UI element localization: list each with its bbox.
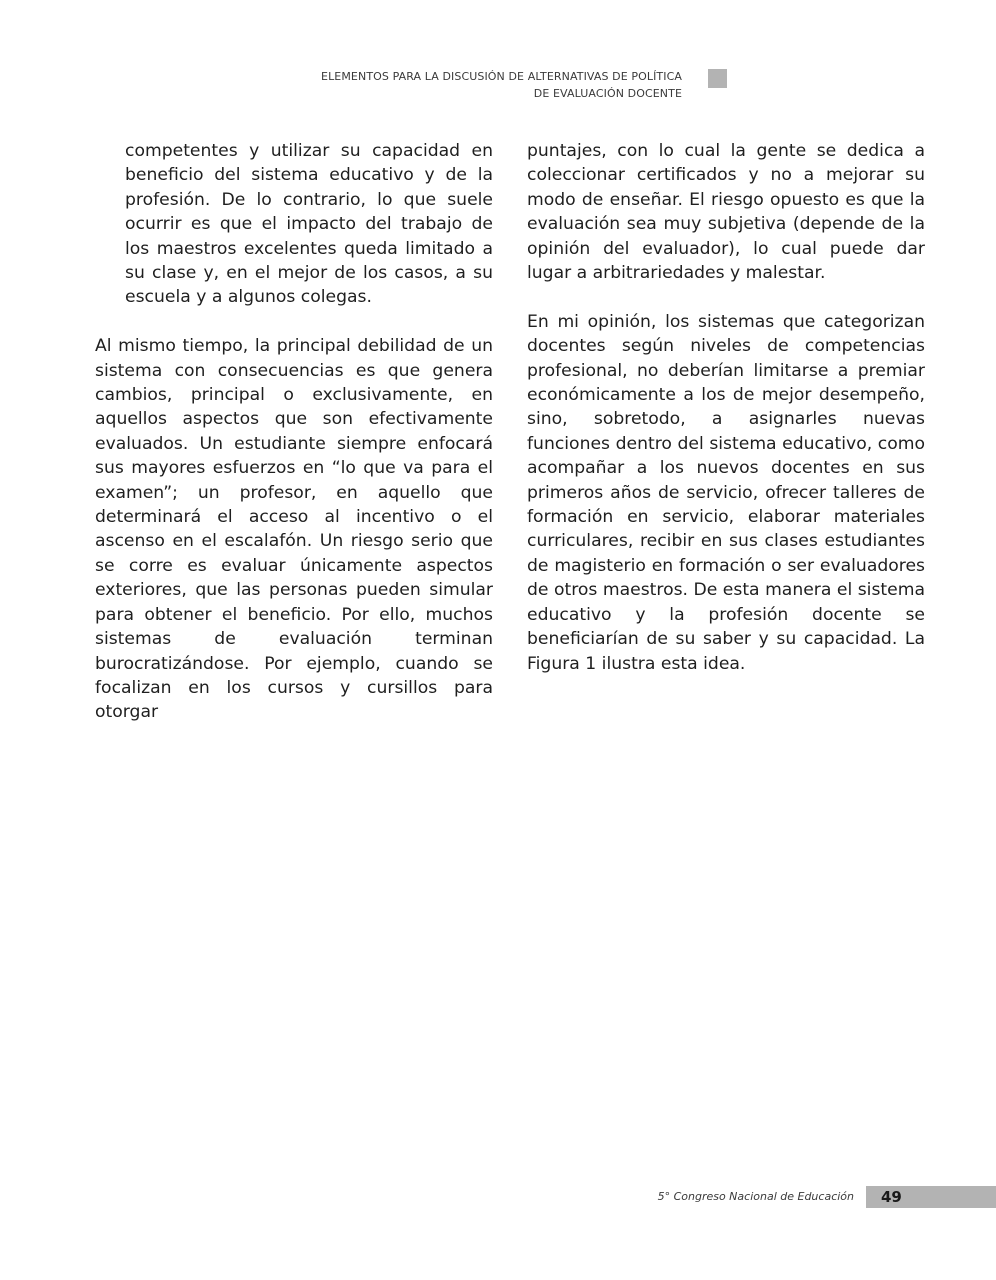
indented-paragraph: competentes y utilizar su capacidad en beneficio del sistema educativo y de la profesión. De lo contrario, lo que suele ocurrir es que el impacto del trabajo de los maestros excelentes queda limitado a su clase y, en el mejor de los casos, a su escuela y a algunos colegas. bbox=[125, 141, 493, 308]
right-column bbox=[527, 139, 925, 700]
page-number-bar bbox=[866, 1186, 996, 1208]
running-header-line1: ELEMENTOS PARA LA DISCUSIÓN DE ALTERNATIVAS DE POLÍTICA bbox=[321, 70, 682, 83]
header-gray-square bbox=[708, 69, 727, 88]
left-column bbox=[95, 139, 493, 749]
body-paragraph-opinion: En mi opinión, los sistemas que categorizan docentes según niveles de competencias profesional, no deberían limitarse a premiar económicamente a los de mejor desempeño, sino, sobretodo, a asignarles nuevas funciones dentro del sistema educativo, como acompañar a los nuevos docentes en sus primeros años de servicio, ofrecer talleres de formación en servicio, elaborar materiales curriculares, recibir en sus clases estudiantes de magisterio en formación o ser evaluadores de otros maestros. De esta manera el sistema educativo y la profesión docente se beneficiarían de su saber y su capacidad. La Figura 1 ilustra esta idea. bbox=[527, 311, 925, 674]
page-number: 49 bbox=[881, 1188, 902, 1206]
body-paragraph-continued: puntajes, con lo cual la gente se dedica a coleccionar certificados y no a mejorar su modo de enseñar. El riesgo opuesto es que la evaluación sea muy subjetiva (depende de la opinión del evaluador), lo cual puede dar lugar a arbitrariedades y malestar. bbox=[527, 141, 925, 284]
footer-congress-title: 5° Congreso Nacional de Educación bbox=[657, 1190, 854, 1203]
body-paragraph: Al mismo tiempo, la principal debilidad de un sistema con consecuencias es que genera cambios, principal o exclusivamente, en aquellos aspectos que son efectivamente evaluados. Un estudiante siempre enfocará sus mayores esfuerzos en “lo que va para el examen”; un profesor, en aquello que determinará el acceso al incentivo o el ascenso en el escalafón. Un riesgo serio que se corre es evaluar únicamente aspectos exteriores, que las personas pueden simular para obtener el beneficio. Por ello, muchos sistemas de evaluación terminan burocratizándose. Por ejemplo, cuando se focalizan en los cursos y cursillos para otorgar bbox=[95, 336, 493, 723]
running-header-line2: DE EVALUACIÓN DOCENTE bbox=[533, 87, 682, 100]
running-header bbox=[240, 68, 682, 102]
